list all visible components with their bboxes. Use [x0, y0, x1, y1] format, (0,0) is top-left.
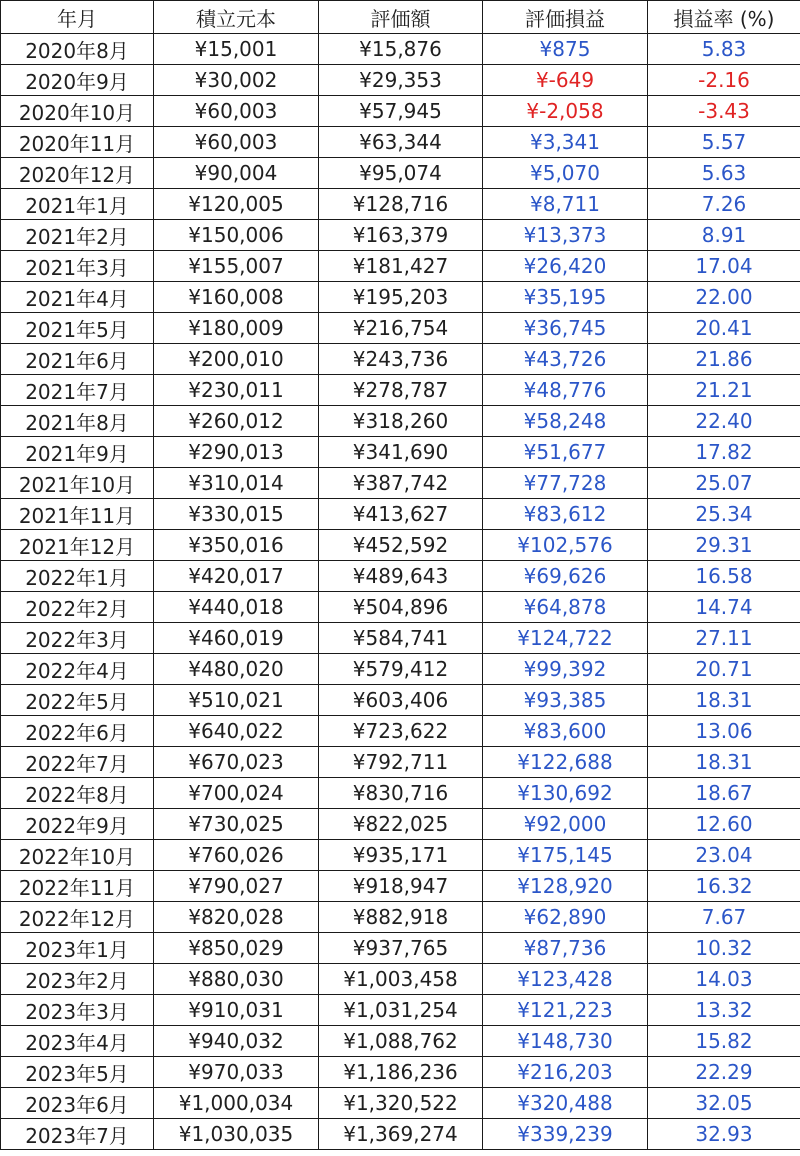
- cell-valuation: ¥1,003,458: [319, 964, 483, 995]
- cell-month: 2021年7月: [1, 375, 154, 406]
- cell-return-rate: 10.32: [648, 933, 800, 964]
- cell-gain-loss: ¥26,420: [483, 251, 648, 282]
- cell-valuation: ¥1,320,522: [319, 1088, 483, 1119]
- cell-principal: ¥350,016: [154, 530, 319, 561]
- table-row: [1, 127, 800, 158]
- cell-principal: ¥700,024: [154, 778, 319, 809]
- cell-gain-loss: ¥320,488: [483, 1088, 648, 1119]
- table-row: [1, 747, 800, 778]
- cell-month: 2021年11月: [1, 499, 154, 530]
- table-row: [1, 902, 800, 933]
- cell-gain-loss: ¥99,392: [483, 654, 648, 685]
- table-row: [1, 561, 800, 592]
- cell-month: 2022年3月: [1, 623, 154, 654]
- cell-month: 2022年10月: [1, 840, 154, 871]
- table-row: [1, 406, 800, 437]
- cell-valuation: ¥341,690: [319, 437, 483, 468]
- cell-month: 2023年7月: [1, 1119, 154, 1150]
- cell-gain-loss: ¥93,385: [483, 685, 648, 716]
- cell-gain-loss: ¥51,677: [483, 437, 648, 468]
- cell-return-rate: 13.06: [648, 716, 800, 747]
- cell-valuation: ¥584,741: [319, 623, 483, 654]
- cell-gain-loss: ¥36,745: [483, 313, 648, 344]
- cell-valuation: ¥452,592: [319, 530, 483, 561]
- cell-return-rate: 29.31: [648, 530, 800, 561]
- cell-valuation: ¥882,918: [319, 902, 483, 933]
- cell-valuation: ¥163,379: [319, 220, 483, 251]
- table-row: [1, 499, 800, 530]
- cell-gain-loss: ¥8,711: [483, 189, 648, 220]
- cell-return-rate: 22.00: [648, 282, 800, 313]
- cell-principal: ¥1,030,035: [154, 1119, 319, 1150]
- cell-principal: ¥420,017: [154, 561, 319, 592]
- table-row: [1, 220, 800, 251]
- cell-month: 2022年9月: [1, 809, 154, 840]
- cell-month: 2022年2月: [1, 592, 154, 623]
- table-row: [1, 1026, 800, 1057]
- cell-month: 2021年3月: [1, 251, 154, 282]
- cell-principal: ¥1,000,034: [154, 1088, 319, 1119]
- cell-return-rate: 14.03: [648, 964, 800, 995]
- cell-principal: ¥460,019: [154, 623, 319, 654]
- cell-gain-loss: ¥121,223: [483, 995, 648, 1026]
- cell-principal: ¥120,005: [154, 189, 319, 220]
- cell-return-rate: 21.86: [648, 344, 800, 375]
- header-month: 年月: [1, 1, 154, 34]
- cell-valuation: ¥57,945: [319, 96, 483, 127]
- cell-principal: ¥820,028: [154, 902, 319, 933]
- cell-gain-loss: ¥13,373: [483, 220, 648, 251]
- table-row: [1, 995, 800, 1026]
- table-row: [1, 933, 800, 964]
- table-row: [1, 96, 800, 127]
- table-row: [1, 685, 800, 716]
- cell-valuation: ¥723,622: [319, 716, 483, 747]
- header-return-rate: 損益率 (%): [648, 1, 800, 34]
- cell-gain-loss: ¥123,428: [483, 964, 648, 995]
- cell-principal: ¥230,011: [154, 375, 319, 406]
- cell-return-rate: 13.32: [648, 995, 800, 1026]
- cell-month: 2023年3月: [1, 995, 154, 1026]
- cell-gain-loss: ¥122,688: [483, 747, 648, 778]
- cell-principal: ¥510,021: [154, 685, 319, 716]
- cell-gain-loss: ¥83,612: [483, 499, 648, 530]
- cell-principal: ¥290,013: [154, 437, 319, 468]
- cell-principal: ¥760,026: [154, 840, 319, 871]
- cell-principal: ¥970,033: [154, 1057, 319, 1088]
- cell-return-rate: 16.58: [648, 561, 800, 592]
- cell-return-rate: 17.82: [648, 437, 800, 468]
- table-row: [1, 375, 800, 406]
- cell-principal: ¥330,015: [154, 499, 319, 530]
- cell-gain-loss: ¥175,145: [483, 840, 648, 871]
- cell-return-rate: 25.34: [648, 499, 800, 530]
- cell-return-rate: 22.40: [648, 406, 800, 437]
- cell-month: 2020年11月: [1, 127, 154, 158]
- cell-principal: ¥440,018: [154, 592, 319, 623]
- cell-valuation: ¥413,627: [319, 499, 483, 530]
- cell-month: 2022年5月: [1, 685, 154, 716]
- cell-valuation: ¥489,643: [319, 561, 483, 592]
- cell-return-rate: 8.91: [648, 220, 800, 251]
- cell-gain-loss: ¥92,000: [483, 809, 648, 840]
- cell-return-rate: -3.43: [648, 96, 800, 127]
- cell-month: 2022年8月: [1, 778, 154, 809]
- table-row: [1, 530, 800, 561]
- cell-principal: ¥260,012: [154, 406, 319, 437]
- cell-return-rate: 18.31: [648, 685, 800, 716]
- cell-month: 2022年12月: [1, 902, 154, 933]
- table-row: [1, 65, 800, 96]
- cell-return-rate: 22.29: [648, 1057, 800, 1088]
- cell-valuation: ¥387,742: [319, 468, 483, 499]
- table-row: [1, 716, 800, 747]
- cell-gain-loss: ¥216,203: [483, 1057, 648, 1088]
- cell-principal: ¥850,029: [154, 933, 319, 964]
- cell-valuation: ¥63,344: [319, 127, 483, 158]
- cell-month: 2020年10月: [1, 96, 154, 127]
- cell-gain-loss: ¥124,722: [483, 623, 648, 654]
- cell-return-rate: 17.04: [648, 251, 800, 282]
- table-row: [1, 871, 800, 902]
- cell-principal: ¥670,023: [154, 747, 319, 778]
- table-body: [1, 34, 800, 1150]
- table-row: [1, 964, 800, 995]
- cell-valuation: ¥128,716: [319, 189, 483, 220]
- table-row: [1, 623, 800, 654]
- cell-return-rate: 15.82: [648, 1026, 800, 1057]
- cell-valuation: ¥792,711: [319, 747, 483, 778]
- cell-principal: ¥310,014: [154, 468, 319, 499]
- cell-month: 2021年8月: [1, 406, 154, 437]
- cell-valuation: ¥1,369,274: [319, 1119, 483, 1150]
- cell-gain-loss: ¥77,728: [483, 468, 648, 499]
- cell-gain-loss: ¥875: [483, 34, 648, 65]
- cell-valuation: ¥1,031,254: [319, 995, 483, 1026]
- cell-month: 2022年11月: [1, 871, 154, 902]
- cell-return-rate: 14.74: [648, 592, 800, 623]
- cell-gain-loss: ¥35,195: [483, 282, 648, 313]
- cell-valuation: ¥318,260: [319, 406, 483, 437]
- cell-principal: ¥940,032: [154, 1026, 319, 1057]
- cell-principal: ¥910,031: [154, 995, 319, 1026]
- cell-return-rate: 23.04: [648, 840, 800, 871]
- cell-return-rate: 7.67: [648, 902, 800, 933]
- cell-gain-loss: ¥-2,058: [483, 96, 648, 127]
- cell-month: 2021年6月: [1, 344, 154, 375]
- cell-month: 2021年4月: [1, 282, 154, 313]
- cell-gain-loss: ¥62,890: [483, 902, 648, 933]
- cell-valuation: ¥29,353: [319, 65, 483, 96]
- table-header: [1, 1, 800, 34]
- cell-return-rate: 7.26: [648, 189, 800, 220]
- table-row: [1, 1057, 800, 1088]
- cell-return-rate: 20.71: [648, 654, 800, 685]
- cell-gain-loss: ¥130,692: [483, 778, 648, 809]
- cell-principal: ¥15,001: [154, 34, 319, 65]
- cell-principal: ¥730,025: [154, 809, 319, 840]
- cell-gain-loss: ¥48,776: [483, 375, 648, 406]
- table-row: [1, 1119, 800, 1150]
- table-row: [1, 592, 800, 623]
- cell-month: 2022年6月: [1, 716, 154, 747]
- cell-valuation: ¥1,186,236: [319, 1057, 483, 1088]
- cell-valuation: ¥1,088,762: [319, 1026, 483, 1057]
- cell-return-rate: 16.32: [648, 871, 800, 902]
- cell-month: 2020年12月: [1, 158, 154, 189]
- cell-month: 2021年12月: [1, 530, 154, 561]
- table-row: [1, 189, 800, 220]
- table-row: [1, 468, 800, 499]
- table-row: [1, 282, 800, 313]
- cell-principal: ¥155,007: [154, 251, 319, 282]
- cell-month: 2021年2月: [1, 220, 154, 251]
- cell-valuation: ¥15,876: [319, 34, 483, 65]
- cell-return-rate: 12.60: [648, 809, 800, 840]
- cell-valuation: ¥822,025: [319, 809, 483, 840]
- cell-principal: ¥150,006: [154, 220, 319, 251]
- cell-gain-loss: ¥102,576: [483, 530, 648, 561]
- cell-gain-loss: ¥3,341: [483, 127, 648, 158]
- cell-month: 2023年6月: [1, 1088, 154, 1119]
- cell-valuation: ¥278,787: [319, 375, 483, 406]
- header-valuation: 評価額: [319, 1, 483, 34]
- cell-month: 2020年8月: [1, 34, 154, 65]
- cell-principal: ¥790,027: [154, 871, 319, 902]
- cell-gain-loss: ¥-649: [483, 65, 648, 96]
- cell-return-rate: 5.57: [648, 127, 800, 158]
- cell-principal: ¥60,003: [154, 96, 319, 127]
- cell-month: 2021年1月: [1, 189, 154, 220]
- cell-valuation: ¥579,412: [319, 654, 483, 685]
- table-row: [1, 1088, 800, 1119]
- cell-principal: ¥90,004: [154, 158, 319, 189]
- cell-valuation: ¥504,896: [319, 592, 483, 623]
- cell-month: 2022年4月: [1, 654, 154, 685]
- cell-principal: ¥160,008: [154, 282, 319, 313]
- cell-principal: ¥640,022: [154, 716, 319, 747]
- cell-month: 2022年7月: [1, 747, 154, 778]
- table-row: [1, 840, 800, 871]
- cell-valuation: ¥195,203: [319, 282, 483, 313]
- cell-return-rate: 25.07: [648, 468, 800, 499]
- cell-valuation: ¥935,171: [319, 840, 483, 871]
- cell-valuation: ¥603,406: [319, 685, 483, 716]
- cell-month: 2023年4月: [1, 1026, 154, 1057]
- table-row: [1, 344, 800, 375]
- table-row: [1, 809, 800, 840]
- table-row: [1, 158, 800, 189]
- cell-month: 2023年2月: [1, 964, 154, 995]
- cell-principal: ¥200,010: [154, 344, 319, 375]
- cell-gain-loss: ¥5,070: [483, 158, 648, 189]
- cell-valuation: ¥918,947: [319, 871, 483, 902]
- cell-principal: ¥60,003: [154, 127, 319, 158]
- cell-month: 2021年5月: [1, 313, 154, 344]
- cell-return-rate: -2.16: [648, 65, 800, 96]
- cell-valuation: ¥181,427: [319, 251, 483, 282]
- cell-month: 2021年10月: [1, 468, 154, 499]
- table-row: [1, 313, 800, 344]
- cell-valuation: ¥95,074: [319, 158, 483, 189]
- cell-return-rate: 18.31: [648, 747, 800, 778]
- cell-return-rate: 32.93: [648, 1119, 800, 1150]
- cell-return-rate: 5.63: [648, 158, 800, 189]
- cell-valuation: ¥937,765: [319, 933, 483, 964]
- cell-gain-loss: ¥43,726: [483, 344, 648, 375]
- cell-gain-loss: ¥128,920: [483, 871, 648, 902]
- cell-return-rate: 5.83: [648, 34, 800, 65]
- table-row: [1, 251, 800, 282]
- cell-month: 2020年9月: [1, 65, 154, 96]
- cell-gain-loss: ¥69,626: [483, 561, 648, 592]
- table-row: [1, 654, 800, 685]
- cell-month: 2021年9月: [1, 437, 154, 468]
- cell-valuation: ¥830,716: [319, 778, 483, 809]
- cell-month: 2023年5月: [1, 1057, 154, 1088]
- cell-valuation: ¥216,754: [319, 313, 483, 344]
- cell-month: 2023年1月: [1, 933, 154, 964]
- cell-return-rate: 32.05: [648, 1088, 800, 1119]
- cell-gain-loss: ¥87,736: [483, 933, 648, 964]
- header-gain-loss: 評価損益: [483, 1, 648, 34]
- cell-gain-loss: ¥83,600: [483, 716, 648, 747]
- cell-valuation: ¥243,736: [319, 344, 483, 375]
- cell-gain-loss: ¥339,239: [483, 1119, 648, 1150]
- cell-gain-loss: ¥58,248: [483, 406, 648, 437]
- cell-principal: ¥880,030: [154, 964, 319, 995]
- header-row: [1, 1, 800, 34]
- cell-principal: ¥30,002: [154, 65, 319, 96]
- cell-return-rate: 20.41: [648, 313, 800, 344]
- cell-gain-loss: ¥148,730: [483, 1026, 648, 1057]
- table-row: [1, 34, 800, 65]
- table-row: [1, 778, 800, 809]
- cell-principal: ¥480,020: [154, 654, 319, 685]
- cell-principal: ¥180,009: [154, 313, 319, 344]
- cell-return-rate: 27.11: [648, 623, 800, 654]
- table-row: [1, 437, 800, 468]
- cell-return-rate: 21.21: [648, 375, 800, 406]
- header-principal: 積立元本: [154, 1, 319, 34]
- cell-return-rate: 18.67: [648, 778, 800, 809]
- cell-gain-loss: ¥64,878: [483, 592, 648, 623]
- cell-month: 2022年1月: [1, 561, 154, 592]
